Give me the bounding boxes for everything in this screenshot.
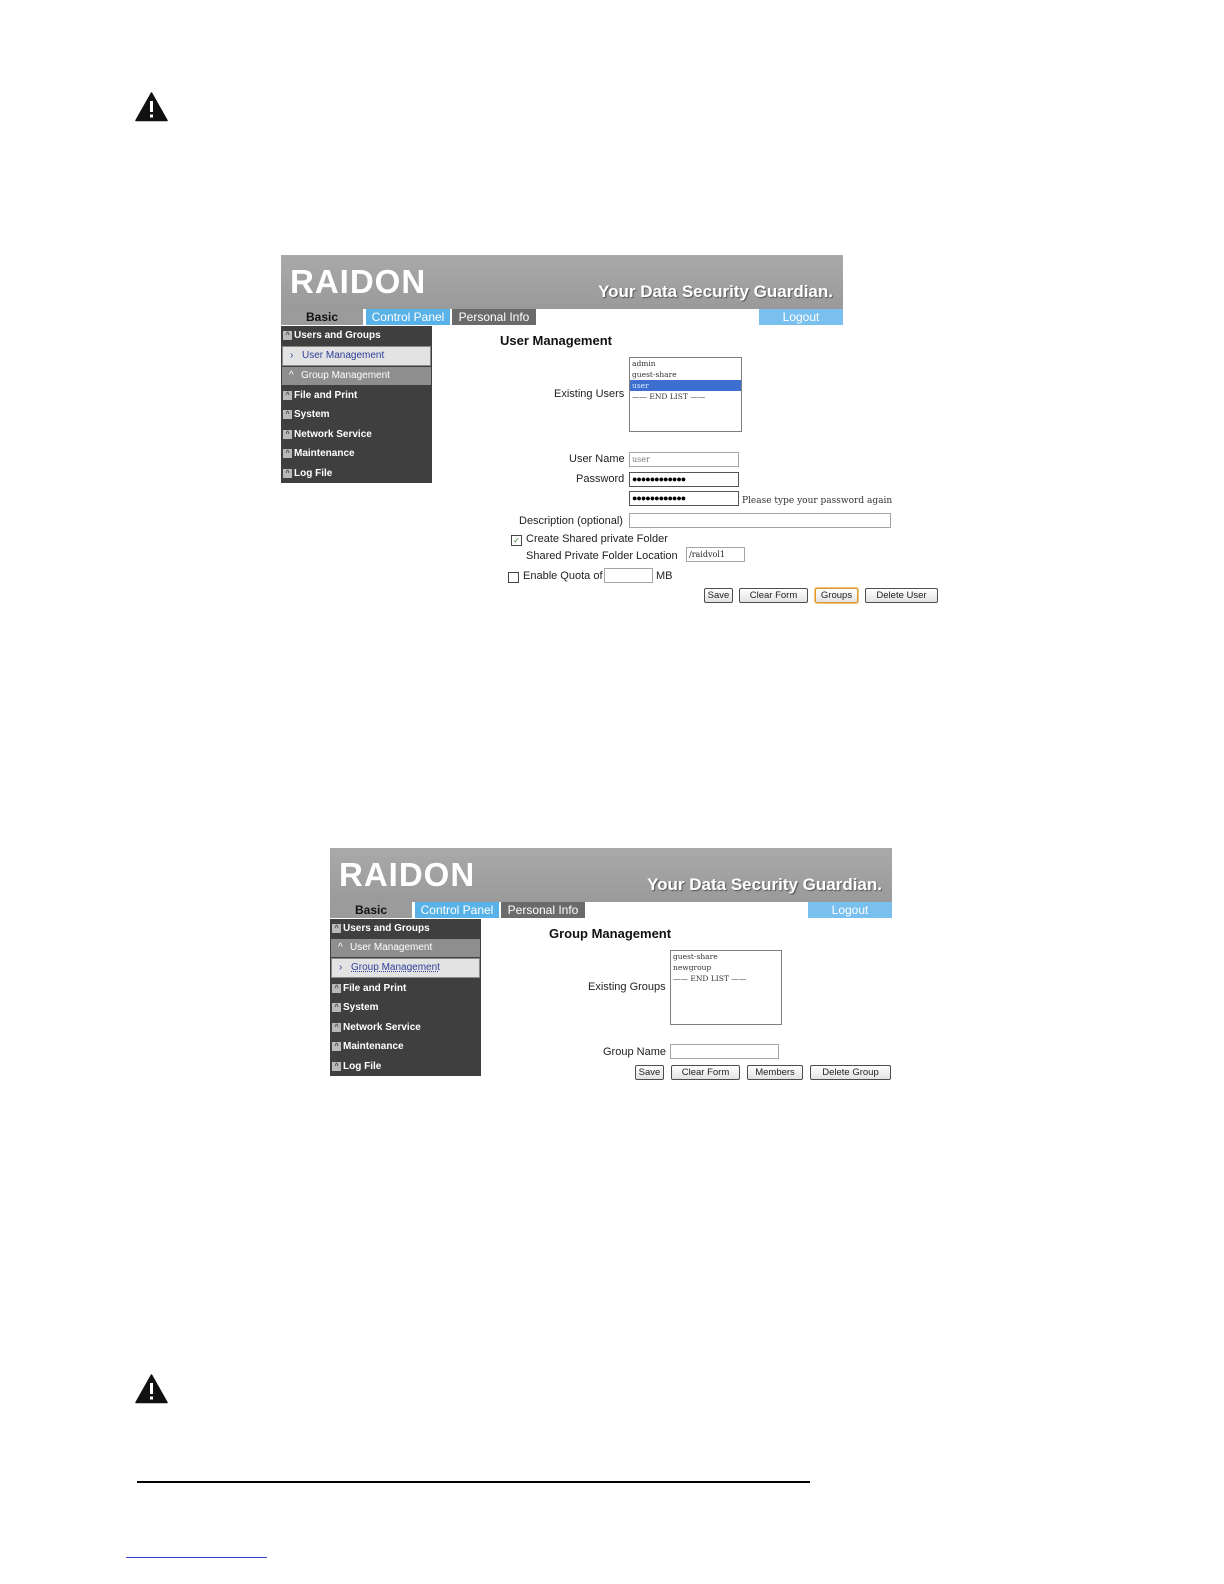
sidebar-item-network-service[interactable] [281, 425, 432, 445]
sidebar-item-label: Network Service [294, 428, 372, 440]
expand-icon: ^ [283, 430, 292, 439]
description-label: Description (optional) [519, 515, 623, 527]
sidebar-item-log-file[interactable] [330, 1057, 481, 1077]
expand-icon: ^ [332, 1003, 341, 1012]
raidon-logo: RAIDON [339, 856, 476, 893]
user-name-label: User Name [569, 453, 625, 465]
delete-user-button[interactable]: Delete User [865, 588, 938, 603]
list-end-marker: —— END LIST —— [632, 392, 706, 401]
retype-password-hint: Please type your password again [742, 496, 893, 506]
expand-icon: ^ [283, 469, 292, 478]
expand-icon: ^ [332, 1042, 341, 1051]
clear-form-button[interactable]: Clear Form [671, 1065, 740, 1080]
quota-unit-label: MB [656, 570, 673, 582]
collapse-icon: ^ [283, 331, 292, 340]
existing-users-list[interactable] [629, 357, 742, 432]
top-tab-bar [281, 309, 843, 326]
collapse-icon: ^ [332, 924, 341, 933]
sidebar-item-label: Maintenance [343, 1041, 404, 1052]
sidebar-item-label: Group Management [351, 961, 440, 973]
tab-control-panel[interactable]: Control Panel [366, 309, 450, 325]
expand-icon: ^ [283, 449, 292, 458]
slogan: Your Data Security Guardian. [598, 282, 833, 301]
page-title: User Management [500, 333, 612, 348]
save-button[interactable]: Save [704, 588, 733, 603]
sidebar-subitem-group-management[interactable] [331, 958, 480, 978]
sidebar-item-label: File and Print [343, 982, 407, 994]
sidebar-item-maintenance[interactable] [281, 444, 432, 464]
sidebar-item-file-and-print[interactable] [281, 386, 432, 406]
list-item[interactable]: guest-share [673, 952, 718, 961]
warning-icon [135, 1374, 168, 1404]
tab-personal-info[interactable]: Personal Info [452, 309, 536, 325]
sidebar-item-label: System [294, 409, 330, 420]
sidebar-item-label: User Management [302, 349, 385, 361]
sidebar-item-label: Log File [294, 467, 333, 479]
header-banner [281, 255, 843, 309]
sidebar-item-label: File and Print [294, 389, 358, 401]
sidebar-item-users-and-groups[interactable] [281, 326, 432, 346]
enable-quota-checkbox[interactable] [508, 572, 519, 583]
sidebar-item-label: Group Management [301, 369, 390, 381]
password-field[interactable]: ●●●●●●●●●●●● [629, 472, 739, 487]
tab-basic[interactable]: Basic [281, 309, 363, 325]
group-management-screenshot [330, 848, 892, 1088]
tab-control-panel[interactable]: Control Panel [415, 902, 499, 918]
sidebar-item-network-service[interactable] [330, 1018, 481, 1038]
create-folder-checkbox[interactable]: ✓ [511, 535, 522, 546]
sidebar-item-system[interactable] [330, 998, 481, 1018]
list-item[interactable]: admin [632, 359, 656, 368]
list-item-selected[interactable]: user [630, 380, 741, 391]
sidebar-item-maintenance[interactable] [330, 1037, 481, 1057]
sidebar-item-label: Network Service [343, 1021, 421, 1033]
list-end-marker: —— END LIST —— [673, 974, 747, 983]
group-name-field[interactable] [670, 1044, 779, 1059]
sidebar-item-label: System [343, 1002, 379, 1013]
existing-groups-label: Existing Groups [588, 981, 666, 993]
password-label: Password [576, 473, 625, 485]
chevron-right-icon: › [290, 349, 294, 361]
sidebar-item-label: Maintenance [294, 448, 355, 459]
chevron-up-icon: ^ [338, 941, 343, 953]
sidebar-subitem-user-management[interactable] [331, 939, 480, 957]
chevron-up-icon: ^ [289, 369, 294, 381]
sidebar-item-log-file[interactable] [281, 464, 432, 484]
folder-location-label: Shared Private Folder Location [526, 550, 678, 562]
sidebar-subitem-user-management[interactable] [282, 346, 431, 366]
enable-quota-label: Enable Quota of [523, 570, 603, 582]
confirm-password-field[interactable]: ●●●●●●●●●●●● [629, 491, 739, 506]
sidebar [281, 326, 432, 483]
expand-icon: ^ [332, 1023, 341, 1032]
sidebar-item-system[interactable] [281, 405, 432, 425]
tab-personal-info[interactable]: Personal Info [501, 902, 585, 918]
user-name-field[interactable]: user [629, 452, 739, 467]
header-banner [330, 848, 892, 902]
user-management-screenshot [281, 255, 927, 610]
warning-icon [135, 92, 168, 122]
create-folder-label: Create Shared private Folder [526, 533, 668, 545]
sidebar-item-label: Users and Groups [294, 330, 381, 341]
footer-link-underline[interactable] [126, 1557, 267, 1558]
expand-icon: ^ [283, 391, 292, 400]
quota-field[interactable] [604, 568, 653, 583]
sidebar-subitem-group-management[interactable] [282, 367, 431, 385]
existing-users-label: Existing Users [554, 388, 625, 400]
sidebar-item-users-and-groups[interactable] [330, 919, 481, 939]
page-title: Group Management [549, 926, 672, 941]
delete-group-button[interactable]: Delete Group [810, 1065, 891, 1080]
save-button[interactable]: Save [635, 1065, 664, 1080]
sidebar-item-label: Log File [343, 1060, 382, 1072]
logout-button[interactable]: Logout [808, 902, 892, 918]
existing-groups-list[interactable] [670, 950, 782, 1025]
expand-icon: ^ [283, 410, 292, 419]
chevron-right-icon: › [339, 961, 343, 973]
group-name-label: Group Name [603, 1046, 666, 1058]
expand-icon: ^ [332, 1062, 341, 1071]
folder-location-field[interactable]: /raidvol1 [686, 547, 745, 562]
tab-basic[interactable]: Basic [330, 902, 412, 918]
logout-button[interactable]: Logout [759, 309, 843, 325]
footnote-divider [137, 1481, 810, 1483]
expand-icon: ^ [332, 984, 341, 993]
raidon-logo: RAIDON [290, 263, 427, 300]
groups-button[interactable]: Groups [815, 588, 858, 603]
description-field[interactable] [629, 513, 891, 528]
members-button[interactable]: Members [747, 1065, 803, 1080]
sidebar-item-label: User Management [350, 941, 433, 953]
list-item[interactable]: newgroup [673, 963, 712, 972]
top-tab-bar [330, 902, 892, 919]
clear-form-button[interactable]: Clear Form [739, 588, 808, 603]
list-item[interactable]: guest-share [632, 370, 677, 379]
sidebar-item-label: Users and Groups [343, 923, 430, 934]
slogan: Your Data Security Guardian. [647, 875, 882, 894]
sidebar [330, 919, 481, 1076]
sidebar-item-file-and-print[interactable] [330, 979, 481, 999]
